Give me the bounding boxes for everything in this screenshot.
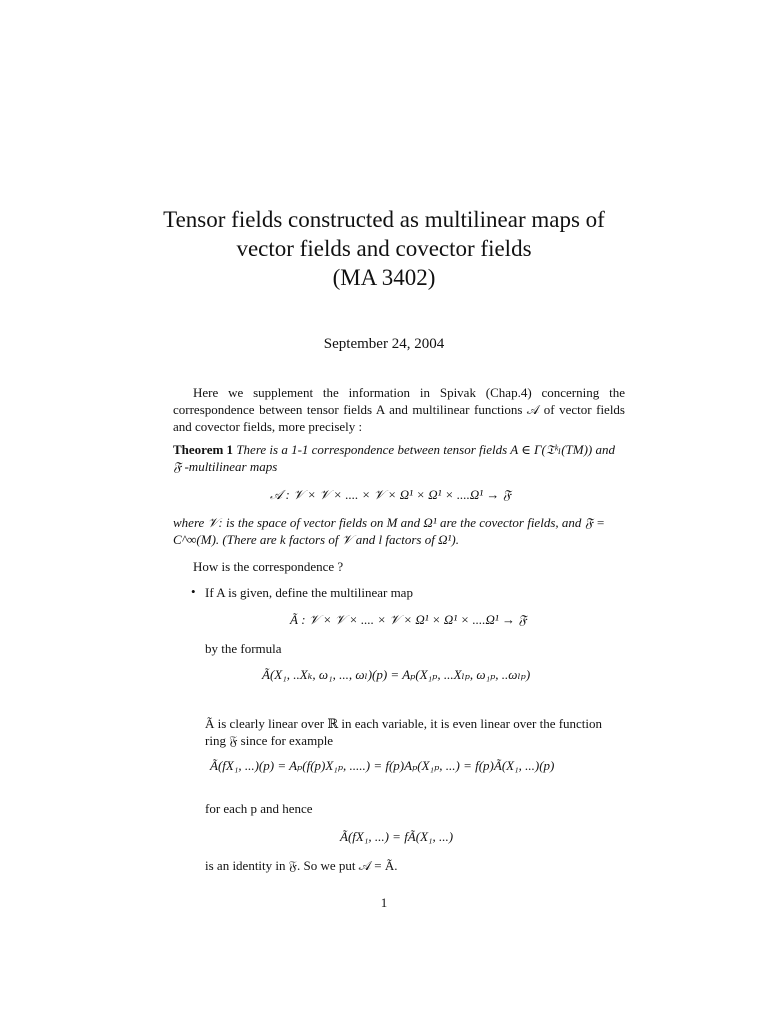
- page-number: 1: [380, 895, 388, 910]
- equation-3: Ã(X₁, ..Xₖ, ω₁, ..., ωₗ)(p) = Aₚ(X₁ₚ, ...Xₗₚ, ω₁ₚ, ..ωₗₚ): [262, 667, 531, 682]
- by-formula-text: by the formula: [205, 641, 282, 656]
- for-each-text: for each p and hence: [205, 801, 313, 816]
- equation-5: Ã(fX₁, ...) = fÃ(X₁, ...): [340, 829, 454, 844]
- title-line-2: vector fields and covector fields: [236, 236, 532, 261]
- where-paragraph: where 𝒱: is the space of vector fields on M and Ω¹ are the covector fields, and 𝔉 = C^∞(M). (There are k factors of 𝒱 and l factors of Ω¹).: [173, 515, 605, 547]
- intro-paragraph: Here we supplement the information in Spivak (Chap.4) concerning the correspondence between tensor fields A and multilinear functions 𝒜 of vector fields and covector fields, more precisely :: [173, 385, 625, 434]
- linearity-paragraph: Ã is clearly linear over ℝ in each variable, it is even linear over the function ring 𝔉 since for example: [205, 716, 603, 748]
- paper-date: September 24, 2004: [323, 336, 445, 352]
- paper-title: [0, 205, 768, 292]
- title-line-3: (MA 3402): [332, 265, 436, 290]
- identity-text: is an identity in 𝔉. So we put 𝒜 = Ã.: [205, 858, 398, 873]
- theorem-text: There is a 1-1 correspondence between tensor fields A ∈ Γ(𝔗ᵏₗ(TM)) and 𝔉 -multilinear maps: [173, 442, 616, 474]
- bullet-text: If A is given, define the multilinear map: [205, 585, 413, 600]
- bullet-marker: •: [191, 584, 196, 599]
- equation-2: Ã : 𝒱 × 𝒱 × .... × 𝒱 × Ω¹ × Ω¹ × ....Ω¹ → 𝔉: [290, 612, 527, 627]
- equation-1: 𝒜 : 𝒱 × 𝒱 × .... × 𝒱 × Ω¹ × Ω¹ × ....Ω¹ → 𝔉: [270, 487, 511, 502]
- theorem-1: [173, 441, 625, 475]
- title-line-1: Tensor fields constructed as multilinear maps of: [163, 207, 605, 232]
- equation-4: Ã(fX₁, ...)(p) = Aₚ(f(p)X₁ₚ, .....) = f(p)Aₚ(X₁ₚ, ...) = f(p)Ã(X₁, ...)(p): [210, 758, 555, 773]
- theorem-label: Theorem 1: [173, 442, 234, 457]
- question-line: How is the correspondence ?: [193, 559, 344, 574]
